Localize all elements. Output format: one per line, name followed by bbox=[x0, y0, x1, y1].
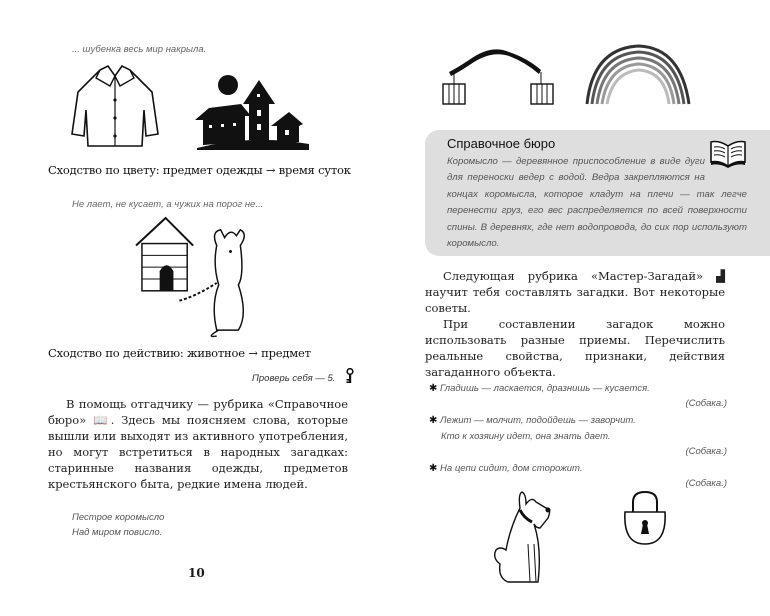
rainbow-illustration bbox=[583, 42, 693, 106]
master-paragraphs bbox=[425, 268, 725, 380]
book-icon-spacer bbox=[705, 154, 747, 180]
riddle-line: Кто к хозяину идет, она знать дает. bbox=[441, 431, 611, 442]
doghouse-dog-illustration bbox=[135, 216, 265, 340]
riddle-answer: (Собака.) bbox=[685, 446, 727, 457]
blot-bullet-icon: ✱ bbox=[429, 463, 438, 474]
help-paragraph-text: В помощь отгадчику — рубрика «Справочное бюро» 📖. Здесь мы поясняем слова, которые вышли или выходят из активного употребления, но могут встретиться в народных загадках: старинные названия одежды, предметов крестьянского быта, редкие имена людей. bbox=[48, 397, 348, 491]
check-yourself-text: Проверь себя — 5. bbox=[252, 373, 336, 384]
key-icon bbox=[345, 368, 355, 384]
riddles-list bbox=[429, 382, 727, 490]
caption-action-similarity: Сходство по действию: животное → предмет bbox=[48, 346, 311, 360]
riddle-line: Лежит — молчит, подойдешь — заворчит. bbox=[440, 415, 636, 426]
master-paragraph-1: Следующая рубрика «Мастер-Загадай» ▟ научит тебя составлять загадки. Вот некоторые советы. bbox=[425, 269, 725, 315]
riddle-line: На цепи сидит, дом сторожит. bbox=[440, 463, 583, 474]
reference-bureau-title: Справочное бюро bbox=[447, 136, 556, 151]
reference-bureau-box bbox=[425, 130, 770, 256]
riddle-rainbow-line-2: Над миром повисло. bbox=[72, 527, 163, 538]
riddle-item bbox=[429, 414, 727, 458]
page-number: 10 bbox=[188, 566, 205, 580]
padlock-illustration bbox=[621, 490, 669, 546]
riddle-item bbox=[429, 462, 727, 490]
riddle-rainbow-line-1: Пестрое коромысло bbox=[72, 512, 165, 523]
riddle-answer: (Собака.) bbox=[685, 398, 727, 409]
reference-bureau-text: Коромысло — деревянное приспособление в виде дуги для переноски ведер с водой. Ведра закрепляются на концах коромысла, которое кладут на плечи — так легче перенести груз, его вес распределяется по всей поверхности спины. В деревнях, где нет водопровода, до сих пор используют коромысло. bbox=[447, 156, 747, 250]
blot-bullet-icon: ✱ bbox=[429, 415, 438, 426]
coat-illustration bbox=[70, 62, 160, 150]
night-houses-illustration bbox=[193, 70, 313, 152]
yoke-buckets-illustration bbox=[435, 44, 565, 106]
blot-bullet-icon: ✱ bbox=[429, 383, 438, 394]
sitting-dog-illustration bbox=[490, 488, 565, 588]
riddle-line: Гладишь — ласкается, дразнишь — кусается. bbox=[440, 383, 650, 394]
riddle-answer: (Собака.) bbox=[685, 478, 727, 489]
riddle-rainbow bbox=[72, 510, 164, 540]
right-page bbox=[385, 0, 770, 616]
riddle-shubenka: ... шубенка весь мир накрыла. bbox=[72, 44, 207, 55]
riddle-item bbox=[429, 382, 727, 410]
riddle-doghouse: Не лает, не кусает, а чужих на порог не... bbox=[72, 199, 264, 210]
master-paragraph-2: При составлении загадок можно использовать разные приемы. Перечислить реальные свойства, признаки, действия загаданного объекта. bbox=[425, 317, 725, 379]
check-yourself[interactable] bbox=[252, 368, 355, 386]
caption-color-similarity: Сходство по цвету: предмет одежды → время суток bbox=[48, 163, 351, 177]
help-paragraph bbox=[48, 396, 348, 492]
